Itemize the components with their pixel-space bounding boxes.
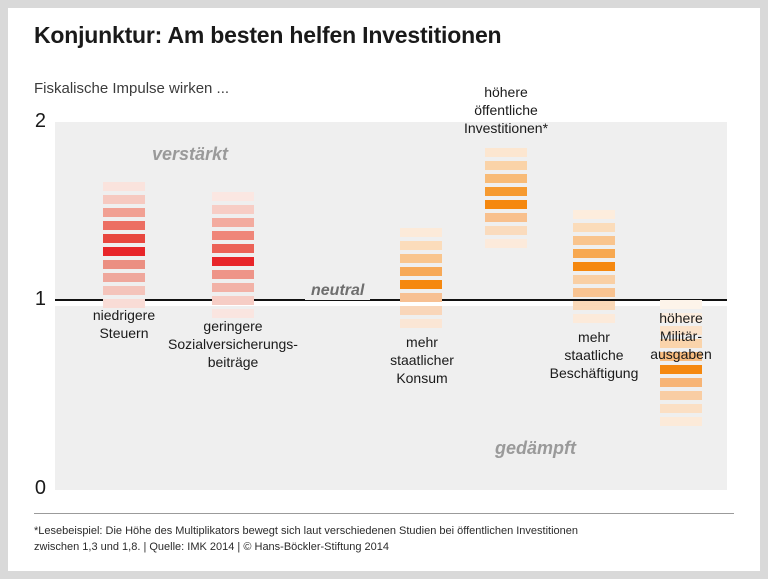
table-row [103, 172, 145, 302]
bar-segment [400, 241, 442, 250]
bar-caption-line: staatliche [564, 346, 624, 363]
bar-caption-line: Militär- [660, 327, 702, 344]
bar-caption [631, 310, 731, 364]
bar-segment [400, 319, 442, 328]
frame-border-top [0, 0, 768, 8]
bar-segment [400, 254, 442, 263]
zone-label-upper: verstärkt [152, 144, 229, 164]
table-row [485, 142, 527, 252]
bar-segment [573, 275, 615, 284]
frame-border-right [760, 0, 768, 579]
bar-segment [212, 244, 254, 253]
footnote [34, 524, 734, 556]
bar-segment [400, 280, 442, 289]
bar-segment [573, 236, 615, 245]
frame-border-bottom [0, 571, 768, 579]
bar-segment [103, 208, 145, 217]
zone-label-lower: gedämpft [495, 438, 576, 458]
bar-segment [573, 223, 615, 232]
bar-segment [212, 218, 254, 227]
y-axis-tick-1: 1 [34, 288, 46, 310]
bar-segment [212, 270, 254, 279]
bar-segment [103, 260, 145, 269]
bar-caption-line: niedrigere [92, 307, 156, 323]
bar-caption [74, 307, 174, 343]
bar-segment [400, 228, 442, 237]
bar-caption-line: Sozialversicherungs- [168, 335, 298, 352]
page-title: Konjunktur: Am besten helfen Investitionen [34, 22, 502, 48]
bar-segment [573, 249, 615, 258]
bar-segment [400, 267, 442, 276]
bar-segment [103, 273, 145, 282]
bar-caption-line: öffentliche [474, 101, 538, 118]
bar-caption-line: beiträge [207, 353, 259, 370]
bar-segment [660, 365, 702, 374]
bar-segment [103, 234, 145, 243]
bar-caption-line: mehr [578, 329, 610, 345]
table-row [400, 227, 442, 327]
bar-segment [103, 182, 145, 191]
bar-segment [573, 288, 615, 297]
bar-segment [103, 286, 145, 295]
y-axis-tick-2: 2 [34, 110, 46, 132]
bar-segment [485, 187, 527, 196]
bar-segment [573, 314, 615, 323]
bar-segment [212, 309, 254, 318]
neutral-reference-line [55, 299, 727, 301]
y-axis-tick-0: 0 [34, 477, 46, 499]
bar-segment [212, 257, 254, 266]
chart-subtitle: Fiskalische Impulse wirken ... [34, 80, 230, 97]
bar-segment [485, 200, 527, 209]
bar-caption-line: Steuern [99, 324, 149, 341]
bar-segment [212, 283, 254, 292]
bar-segment [485, 174, 527, 183]
bar-segment [212, 296, 254, 305]
bar-segment [660, 300, 702, 309]
bar-segment [103, 221, 145, 230]
bar-segment [573, 210, 615, 219]
bar-segment [485, 213, 527, 222]
bar-caption-line: Investitionen* [463, 119, 549, 136]
bar-segment [485, 148, 527, 157]
bar-segment [660, 404, 702, 413]
footnote-line-1: *Lesebeispiel: Die Höhe des Multiplikators bewegt sich laut verschiedenen Studien bei öffentlichen Investitionen [34, 525, 579, 537]
bar-caption [163, 318, 303, 372]
bar-caption-line: ausgaben [650, 345, 712, 362]
bar-caption-line: Konsum [396, 369, 448, 386]
bar-segment [400, 306, 442, 315]
bar-segment [485, 226, 527, 235]
bar-segment [103, 195, 145, 204]
bar-segment [212, 192, 254, 201]
bar-segment [573, 301, 615, 310]
footnote-line-2: zwischen 1,3 und 1,8. | Quelle: IMK 2014 | © Hans-Böckler-Stiftung 2014 [34, 540, 390, 553]
bar-segment [485, 161, 527, 170]
table-row [212, 177, 254, 312]
bar-segment [660, 391, 702, 400]
frame-border-left [0, 0, 8, 579]
bar-segment [400, 293, 442, 302]
bar-segment [660, 378, 702, 387]
bar-caption [446, 84, 566, 138]
bar-segment [573, 262, 615, 271]
bar-caption-line: höhere [659, 310, 703, 326]
bar-segment [212, 205, 254, 214]
bar-caption-line: staatlicher [390, 351, 454, 368]
bar-segment [212, 231, 254, 240]
bar-caption-line: höhere [484, 84, 528, 100]
bar-caption [367, 334, 477, 388]
bar-segment [660, 417, 702, 426]
footnote-divider [34, 513, 734, 514]
bar-caption-line: mehr [406, 334, 438, 350]
table-row [573, 207, 615, 322]
bar-segment [103, 247, 145, 256]
bar-caption-line: Beschäftigung [549, 364, 639, 381]
bar-caption-line: geringere [203, 318, 263, 334]
bar-segment [485, 239, 527, 248]
zone-label-neutral: neutral [305, 282, 370, 300]
